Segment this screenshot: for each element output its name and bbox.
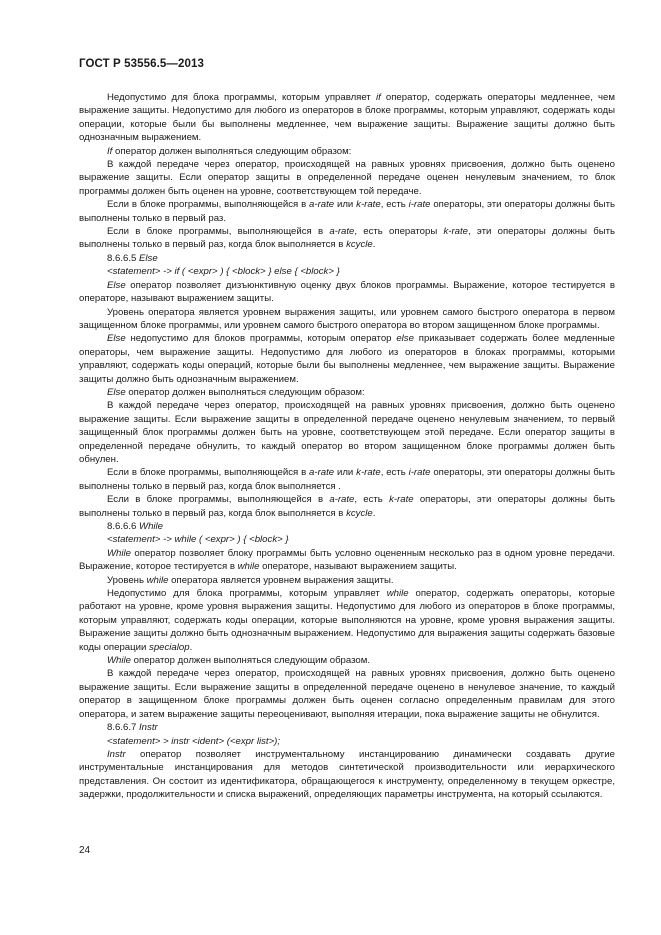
paragraph: Else оператор позволяет дизъюнктивную оценку двух блоков программы. Выражение, которое тестируется в операторе, называют выражением защиты.: [79, 279, 615, 305]
paragraph: Else недопустимо для блоков программы, которым оператор else приказывает содержать более медленные операторы, чем выражение защиты. Недопустимо для любого из операторов в блоках программы, которыми управляют, содержать коды операций, которые были бы выполнены медленнее, чем выражение защиты. Выражение защиты должно быть однозначным выражением.: [79, 333, 615, 385]
page-number: 24: [79, 845, 91, 856]
paragraph: <statement> > instr <ident> (<expr list>);: [107, 735, 281, 747]
paragraph: Недопустимо для блока программы, которым управляет while оператор, содержать операторы, которые работают на уровне, кроме уровня выражения защиты. Недопустимо для любого из операторов в блоке программы, которым управляют, содержать коды операции, которые выполняются на уровне, кроме уровня выражения защиты. Выражение защиты должно быть однозначным выражением. Недопустимо для выражения защиты содержать базовые коды операции specialop.: [79, 588, 615, 653]
paragraph: Else оператор должен выполняться следующим образом:: [107, 386, 365, 398]
paragraph: Если в блоке программы, выполняющейся в a-rate или k-rate, есть i-rate операторы, эти операторы должны быть выполнены только в первый раз.: [79, 199, 615, 224]
paragraph: В каждой передаче через оператор, происходящей на равных уровнях присвоения, должно быть оценено выражение защиты. Если выражение защиты в определенной передаче оценено в ненулевое значение, то каждый оператор в защищенном блоке программы должен быть оценен согласно определенным правилам для этого оператора, и затем выражение защиты переоценивают, выполняя итерации, пока выражение защиты не обнулится.: [79, 668, 615, 720]
paragraph: Если в блоке программы, выполняющейся в a-rate, есть операторы k-rate, эти операторы должны быть выполнены только в первый раз, когда блок выполняется в kcycle.: [79, 226, 615, 251]
paragraph: 8.6.6.7 Instr: [107, 722, 158, 734]
paragraph: While оператор должен выполняться следующим образом.: [107, 655, 371, 667]
paragraph: Уровень while оператора является уровнем выражения защиты.: [107, 574, 394, 586]
document-body: [79, 91, 615, 802]
paragraph: 8.6.6.6 While: [107, 521, 164, 532]
paragraph: Если в блоке программы, выполняющейся в a-rate или k-rate, есть i-rate операторы, эти операторы должны быть выполнены только в первый раз, когда блок выполняется .: [79, 467, 615, 492]
paragraph: <statement> -> while ( <expr> ) { <block> }: [107, 534, 289, 546]
paragraph: В каждой передаче через оператор, происходящей на равных уровнях присвоения, должно быть оценено выражение защиты. Если оператор защиты в определенной передаче оценен ненулевым значением, то блок программы должен быть оценен на уровне, соответствующем той передаче.: [79, 159, 615, 197]
paragraph: Если в блоке программы, выполняющейся в a-rate, есть k-rate операторы, эти операторы должны быть выполнены только в первый раз, когда блок выполняется в kcycle.: [79, 494, 615, 519]
paragraph: Недопустимо для блока программы, которым управляет if оператор, содержать операторы медленнее, чем выражение защиты. Недопустимо для любого из операторов в блоке программы, которым управляют, содержать коды операции, которые были бы выполнены медленнее, чем выражение защиты. Выражение защиты должно быть однозначным выражением.: [79, 92, 615, 144]
paragraph: 8.6.6.5 Else: [107, 252, 158, 264]
paragraph: If оператор должен выполняться следующим образом:: [107, 145, 352, 157]
paragraph: <statement> -> if ( <expr> ) { <block> } else { <block> }: [107, 266, 340, 278]
paragraph: While оператор позволяет блоку программы быть условно оцененным несколько раз в одном уровне передачи. Выражение, которое тестируется в while операторе, называют выражением защиты.: [79, 547, 615, 573]
paragraph: Instr оператор позволяет инструментальному инстанцированию динамически создавать другие инструментальные инстанцирования для методов синтетической производительности или иерархического представления. Он состоит из идентификатора, обращающегося к инструменту, определенному в текущем оркестре, задержки, продолжительности и списка выражений, определяющих параметры инструмента, на который ссылаются.: [79, 748, 615, 801]
document-header: ГОСТ Р 53556.5—2013: [79, 58, 204, 70]
paragraph: Уровень оператора является уровнем выражения защиты, или уровнем самого быстрого оператора в первом защищенном блоке программы, или уровнем самого быстрого оператора во втором защищенном блоке программы.: [79, 306, 615, 331]
paragraph: В каждой передаче через оператор, происходящей на равных уровнях присвоения, должно быть оценено выражение защиты. Если выражение защиты в определенной передаче оценено ненулевым значением, то первый защищенный блок программы должен быть на уровне, соответствующем этой передаче. Если оператор защиты в определенной передаче обнулить, то каждый оператор во втором защищенном блоке программы должен быть обнулен.: [79, 400, 615, 465]
